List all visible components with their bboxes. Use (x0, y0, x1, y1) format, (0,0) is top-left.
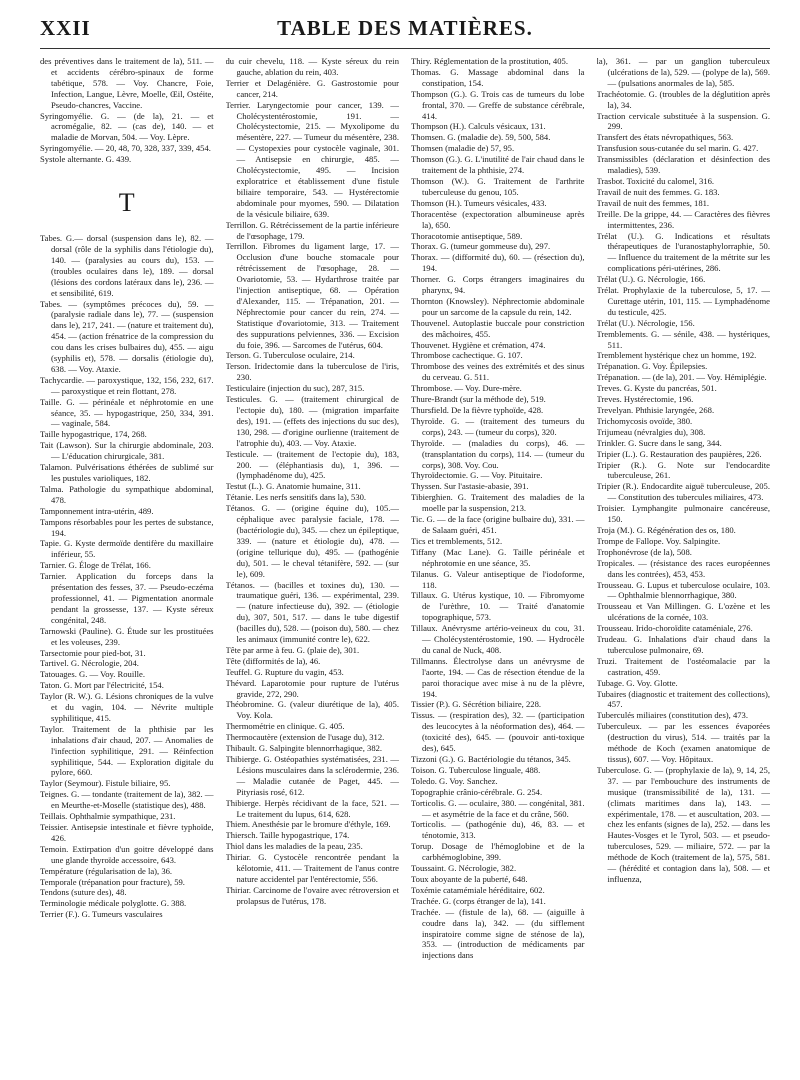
index-entry: Thomson (H.). Tumeurs vésicales, 433. (411, 197, 547, 208)
index-entry: Thorner. G. Corps étrangers imaginaires du pharynx, 94. (411, 274, 585, 296)
index-entry: Toledo. G. Voy. Sanchez. (411, 775, 498, 786)
index-entry: Tibierghien. G. Traitement des maladies de la moelle par la suspension, 213. (411, 492, 585, 514)
index-entry: Tiffany (Mac Lane). G. Taille périnéale et néphrotomie en une séance, 35. (411, 546, 585, 568)
index-entry: Thibault. G. Salpingite blennorrhagique, 382. (225, 743, 383, 754)
index-entry: Tripier (R.). G. Note sur l'endocardite tuberculeuse, 261. (596, 459, 770, 481)
index-entry: Thrombose cachectique. G. 107. (411, 350, 523, 361)
index-entry: Théobromine. G. (valeur diurétique de la), 405. Voy. Kola. (225, 699, 399, 721)
index-entry: Tatouages. G. — Voy. Rouille. (40, 669, 145, 680)
index-entry: Trophonévrose (de la), 508. (596, 546, 692, 557)
index-entry: Tremblements. G. — sénile, 438. — hystériques, 511. (596, 328, 770, 350)
index-entry: Systole alternante. G. 439. (40, 154, 132, 165)
index-entry: Thoracentèse (expectoration albumineuse après la), 650. (411, 208, 585, 230)
index-entry: Trevelyan. Phthisie laryngée, 268. (596, 405, 715, 415)
index-entry: Thyroïde. — (maladies du corps), 46. — (transplantation du corps), 114. — (tumeur du corps), 308. Voy. Cou. (411, 437, 585, 470)
index-entry: Thompson (G.). G. Trois cas de tumeurs du lobe frontal, 370. — Greffe de substance cérébrale, 414. (411, 88, 585, 121)
index-entry: Thiol dans les maladies de la peau, 235. (225, 841, 363, 852)
index-entry: Torticolis. G. — oculaire, 380. — congénital, 381. — et asymétrie de la face et du crâne, 560. (411, 797, 585, 819)
index-entry: Tachycardie. — paroxystique, 132, 156, 232, 617. — paroxystique et rein flottant, 278. (40, 374, 214, 396)
index-entry: Taylor (Seymour). Fistule biliaire, 95. (40, 778, 171, 789)
index-entry: Thouvenet. Hygiène et crémation, 474. (411, 339, 546, 350)
index-entry: Tarnowski (Pauline). G. Étude sur les prostituées et les voleuses, 239. (40, 625, 214, 647)
index-entry: Tillaux. Anévrysme artério-veineux du cou, 31. — Cholécystentérostomie, 190. — Hydrocèle du canal de Nuck, 408. (411, 623, 585, 655)
index-entry: Testicule. — (traitement de l'ectopie du), 183, 200. — (éléphantiasis du), 1, 396. — (lymphadénome du), 425. (225, 448, 399, 481)
index-entry: Thouvenel. Autoplastie buccale pour constriction des mâchoires, 455. (411, 317, 585, 339)
index-entry: Tête par arme à feu. G. (plaie de), 301. (225, 644, 360, 655)
index-entry: Tabes. G.— dorsal (suspension dans le), 82. — dorsal (rôle de la syphilis dans l'étiologie du), 140. — (paralysies au cours du), 153. — (troubles oculaires dans le), 189. — dorsal (lésions des cordons latéraux dans le), 236. — et sensibilité, 619. (40, 233, 214, 298)
index-entry: Trousseau. G. Lupus et tuberculose oculaire, 103. — Ophthalmie blennorrhagique, 380. (596, 579, 770, 601)
index-entry: Terminologie médicale polyglotte. G. 388. (40, 898, 187, 909)
index-entry: Tillaux. G. Utérus kystique, 10. — Fibromyome de l'urèthre, 10. — Traité d'anatomie topographique, 573. (411, 590, 585, 623)
index-entry: Tuberculose. G. — (prophylaxie de la), 9, 14, 25, 37. — par l'embouchure des instruments de musique (transmissibilité de la), 131. — (climats maritimes dans la), 143. — expérimentale, 178. — et auscultation, 203. — chez les enfants (signes de la), 252. — dans les Hautes-Vosges et le Tyrol, 503. — et pseudo-tuberculoses, 529. — miliaire, 572. — par la méthode de Koch (traitement de la), 575, 581. — (hérédité et contagion dans la), 508. — et influenza, (596, 764, 770, 884)
index-entry: Teuffel. G. Rupture du vagin, 453. (225, 666, 344, 677)
index-entry: Trachéotomie. G. (troubles de la déglutition après la), 34. (596, 88, 770, 110)
index-entry: Trasbot. Toxicité du calomel, 316. (596, 175, 715, 186)
index-entry: Tarnier. G. Éloge de Trélat, 166. (40, 560, 151, 571)
index-entry: Troja (M.). G. Régénération des os, 180. (596, 524, 736, 535)
index-entry: Thiem. Anesthésie par le bromure d'éthyle, 169. (225, 819, 391, 830)
index-entry: Thoracotomie antiseptique, 589. (411, 230, 523, 241)
index-entry: Trompe de Fallope. Voy. Salpingite. (596, 535, 721, 546)
index-entry: Tarnier. Application du forceps dans la présentation des fesses, 37. — Pseudo-eczéma professionnel, 41. — Pigmentation anormale pendant la grossesse, 137. — Kyste séreux congénital, 248. (40, 571, 214, 625)
index-entry: Trousseau. Irido-choroïdite cataméniale, 276. (596, 623, 753, 634)
index-entry: Teignes. G. — tondante (traitement de la), 382. — en Meurthe-et-Moselle (statistique des), 488. (40, 789, 214, 811)
index-entry: Trépanation. — (de la), 201. — Voy. Hémiplégie. (596, 372, 767, 383)
index-columns (40, 56, 770, 1066)
index-entry: Trijumeau (névralgies du), 308. (596, 426, 706, 437)
index-entry: Trudeau. G. Inhalations d'air chaud dans la tuberculose pulmonaire, 69. (596, 634, 770, 655)
index-entry: Tubaires (diagnostic et traitement des collections), 457. (596, 688, 770, 710)
index-entry: Talamon. Pulvérisations éthérées de sublimé sur les pustules varioliques, 182. (40, 462, 214, 483)
index-entry: Terrier (F.). G. Tumeurs vasculaires (40, 909, 163, 920)
index-entry: Thursfield. De la fièvre typhoïde, 428. (411, 405, 544, 415)
index-entry: Terrillon. G. Rétrécissement de la partie inférieure de l'œsophage, 179. (225, 219, 399, 241)
index-entry: Troisier. Lymphangite pulmonaire cancéreuse, 150. (596, 503, 770, 525)
index-entry: Thibierge. G. Ostéopathies systématisées, 231. — Lésions musculaires dans la sclérodermie, 236. — Maladie cutanée de Paget, 445. — Pityriasis rosé, 612. (225, 754, 399, 797)
index-entry: Talma. Pathologie du sympathique abdominal, 478. (40, 483, 214, 505)
index-entry: Thyroïdectomie. G. — Voy. Pituitaire. (411, 470, 543, 481)
index-entry: Syringomyélie. — 20, 48, 70, 328, 337, 339, 454. (40, 143, 211, 154)
index-entry: Teissier. Antisepsie intestinale et fièvre typhoïde, 426. (40, 822, 214, 843)
index-entry: Tapie. G. Kyste dermoïde dentifère du maxillaire inférieur, 55. (40, 538, 214, 560)
index-entry: Thiriar. G. Cystocèle rencontrée pendant la kélotomie, 411. — Traitement de l'anus contre nature accidentel par l'entérectomie, 556. (225, 852, 399, 884)
index-entry: Tendons (suture des), 48. (40, 887, 127, 898)
index-entry: Taille. G. — périnéale et néphrotomie en une séance, 35. — hypogastrique, 250, 334, 391. — vaginale, 584. (40, 396, 214, 429)
index-entry: Toux aboyante de la puberté, 648. (411, 873, 528, 884)
index-entry: Taille hypogastrique, 174, 268. (40, 429, 147, 440)
index-entry: Thomsen. G. (maladie de). 59, 500, 584. (411, 132, 551, 143)
index-entry: Torticolis. — (pathogénie du), 46, 83. — et ténotomie, 313. (411, 819, 585, 841)
index-entry: Thomson (G.). G. L'inutilité de l'air chaud dans le traitement de la phthisie, 274. (411, 154, 585, 176)
index-entry: Tubage. G. Voy. Glotte. (596, 677, 678, 688)
index-entry: Tic. G. — de la face (origine bulbaire du), 331. — de Salaam guéri, 451. (411, 514, 585, 535)
index-entry: Testicules. G. — (traitement chirurgical de l'ectopie du), 180. — (migration imparfaite des), 191. — (effets des injections du suc des), 130, 298. — d'origine ourlienne (traitement de l'atrophie du), 403. — Voy. Ataxie. (225, 394, 399, 448)
index-entry: Toxémie catamémiale héréditaire, 602. (411, 884, 545, 895)
index-entry: Trachée. — (fistule de la), 68. — (aiguille à coudre dans la), 342. — (du sifflement inspiratoire comme signe de sténose de la), 353. — (introduction de médicaments par injections dans (411, 906, 585, 961)
index-entry: Tampons résorbables pour les pertes de substance, 194. (40, 516, 214, 538)
index-entry: Travail de nuit des femmes. G. 183. (596, 186, 720, 197)
index-entry: Transfusion sous-cutanée du sel marin. G. 427. (596, 143, 759, 154)
index-entry: Tilanus. G. Valeur antiseptique de l'iodoforme, 118. (411, 568, 585, 590)
index-entry: Tétanie. Les nerfs sensitifs dans la), 530. (225, 492, 367, 503)
index-entry: Trichomycosis ovoïde, 380. (596, 415, 693, 426)
index-entry: Terrier et Delagénière. G. Gastrostomie pour cancer, 214. (225, 77, 399, 99)
index-entry: Toison. G. Tuberculose linguale, 488. (411, 764, 541, 775)
index-entry: Thrombose. — Voy. Dure-mère. (411, 383, 522, 394)
index-entry: Tétanos. G. — (origine équine du), 105.— céphalique avec paralysie faciale, 178. — (bactériologie du), 345. — chez un épileptique, 339. — (nature et étiologie du), 478. — (origine tellurique du), 495. — (pathogénie du), 501. — le cheval tétanifère, 592. — (sur le), 609. (225, 503, 399, 579)
index-column-2 (226, 56, 400, 1066)
index-entry: Trinkler. G. Sucre dans le sang, 344. (596, 437, 722, 448)
index-entry: Temporale (trépanation pour fracture), 59. (40, 876, 185, 887)
index-entry: Thomsen (maladie de) 57, 95. (411, 143, 515, 154)
index-entry: Tremblement hystérique chez un homme, 192. (596, 350, 757, 361)
index-entry: Tait (Lawson). Sur la chirurgie abdominale, 203. — L'éducation chirurgicale, 381. (40, 440, 214, 462)
index-entry: Treves. Hystérectomie, 196. (596, 394, 694, 405)
index-entry: Thermocautère (extension de l'usage du), 312. (225, 732, 385, 743)
index-entry: Thévard. Laparotomie pour rupture de l'utérus gravide, 272, 290. (225, 677, 399, 699)
index-entry: Tripier (R.). Endocardite aiguë tuberculeuse, 205. — Constitution des tubercules miliaires, 473. (596, 481, 770, 503)
index-entry: Thorax. G. (tumeur gommeuse du), 297. (411, 241, 551, 252)
index-entry: du cuir chevelu, 118. — Kyste séreux du rein gauche, ablation du rein, 403. (225, 56, 399, 77)
section-letter-heading: T (118, 188, 135, 218)
index-entry: Terrillon. Fibromes du ligament large, 17. — Occlusion d'une bouche stomacale pour rétrécissement de l'œsophage, 28. — Ovariotomie, 53. — Hydarthrose traitée par l'injection antiseptique, 68. — Opération d'Alexander, 115. — Trépanation, 201. — Néphrectomie pour cancer du rein, 274. — Statistique d'ovariotomie, 313. — Traitement des suppurations pelviennes, 336. — Excision du foie, 396. — Sarcomes de l'utérus, 604. (225, 241, 399, 350)
index-entry: Thorax. — (difformité du), 60. — (résection du), 194. (411, 252, 585, 274)
index-entry: Taylor (R. W.). G. Lésions chroniques de la vulve et du vagin, 104. — Névrite multiple syphilitique, 415. (40, 691, 214, 723)
index-entry: Transfert des états névropathiques, 563. (596, 132, 734, 143)
index-entry: Tartivel. G. Nécrologie, 204. (40, 658, 139, 669)
index-entry: Thompson (H.). Calculs vésicaux, 131. (411, 121, 546, 132)
index-entry: Thyssen. Sur l'astasie-abasie, 391. (411, 481, 529, 492)
index-entry: Tamponnement intra-utérin, 489. (40, 505, 154, 516)
page-number: XXII (40, 16, 91, 40)
index-entry: Tabes. — (symptômes précoces du), 59. — (paralysie radiale dans le), 77. — (suspension dans le), 217, 241. — (nature et traitement du), 454. — (action frénatrice de la compression du cou dans les crises bulbaires du), 455. — aigu (syphilis et), 578. — dorsalis (étiologie du), 638. — Voy. Ataxie. (40, 298, 214, 374)
index-entry: Traction cervicale substituée à la suspension. G. 299. (596, 110, 770, 132)
index-entry: Torup. Dosage de l'hémoglobine et de la carbhémoglobine, 399. (411, 841, 585, 863)
index-entry: Teillais. Ophthalmie sympathique, 231. (40, 811, 176, 822)
index-entry: Topographie crânio-cérébrale. G. 254. (411, 786, 543, 797)
index-column-3 (411, 56, 585, 1066)
index-entry: Thomas. G. Massage abdominal dans la constipation, 154. (411, 66, 585, 88)
index-entry: Treves. G. Kyste du pancréas, 501. (596, 383, 717, 394)
index-entry: Trélat. Prophylaxie de la tuberculose, 5, 17. — Curettage utérin, 101, 115. — Lymphadénome du testicule, 425. (596, 285, 770, 317)
index-entry: Tissier (P.). G. Sécrétion biliaire, 228. (411, 699, 542, 710)
index-entry: Thiry. Réglementation de la prostitution, 405. (411, 56, 568, 66)
index-entry: Trépanation. G. Voy. Épilepsies. (596, 361, 708, 372)
index-entry: Truzi. Traitement de l'ostéomalacie par la castration, 459. (596, 655, 770, 677)
index-entry: Tête (difformités de la), 46. (225, 655, 321, 666)
index-entry: la), 361. — par un ganglion tuberculeux (ulcérations de la), 529. — (polype de la), 569. — (pulsations anormales de la), 585. (596, 56, 770, 88)
index-entry: Trousseau et Van Millingen. G. L'ozène et les ulcérations de la cornée, 103. (596, 601, 770, 623)
index-entry: Tissus. — (respiration des), 32. — (participation des leucocytes à la néoformation des), 464. — (toxicité des), 645. — (pouvoir anti-toxique des), 645. (411, 710, 585, 754)
index-entry: Thermométrie en clinique. G. 405. (225, 721, 345, 732)
index-entry: Transmissibles (déclaration et désinfection des maladies), 539. (596, 154, 770, 176)
index-entry: Tillmanns. Électrolyse dans un anévrysme de l'aorte, 194. — Cas de résection étendue de la paroi thoracique avec mise à nu de la plèvre, 194. (411, 655, 585, 699)
index-entry: Toussaint. G. Nécrologie, 382. (411, 863, 517, 874)
page-header (40, 14, 770, 49)
index-entry: Température (régularisation de la), 36. (40, 865, 173, 876)
index-entry: Terson. G. Tuberculose oculaire, 214. (225, 350, 355, 361)
index-entry: Trélat (U.). G. Nécrologie, 166. (596, 274, 706, 285)
index-entry: Treille. De la grippe, 44. — Caractères des fièvres intermittentes, 236. (596, 208, 770, 230)
index-entry: Trélat (U.). Nécrologie, 156. (596, 317, 695, 328)
index-entry: Thiriar. Carcinome de l'ovaire avec rétroversion et prolapsus de l'utérus, 178. (225, 884, 399, 906)
index-entry: Tuberculeux. — par les essences évaporées (destruction du virus), 514. — traités par la méthode de Koch (examen anatomique de tissus), 607. — Voy. Hôpitaux. (596, 721, 770, 764)
index-entry: Testut (L.). G. Anatomie humaine, 311. (225, 481, 361, 492)
index-entry: Thornton (Knowsley). Néphrectomie abdominale pour un sarcome de la capsule du rein, 142. (411, 295, 585, 317)
index-entry: Taton. G. Mort par l'électricité, 154. (40, 680, 164, 691)
index-entry: Temoin. Extirpation d'un goitre développé dans une glande thyroïde accessoire, 643. (40, 843, 214, 865)
index-entry: Thibierge. Herpès récidivant de la face, 521. — Le traitement du lupus, 614, 628. (225, 797, 399, 819)
index-entry: Thomson (W.). G. Traitement de l'arthrite tuberculeuse du genou, 105. (411, 175, 585, 197)
index-entry: Tuberculés miliaires (constitution des), 473. (596, 710, 748, 721)
index-entry: Tétanos. — (bacilles et toxines du), 130. — traumatique guéri, 136. — expérimental, 239. — (nature infectieuse du), 392. — (étiologie du), 307, 501, 517. — dans le tube digestif (bacilles du), 528. — (poison du), 580. — chez les animaux (immunité contre le), 622. (225, 579, 399, 645)
index-entry: des préventives dans le traitement de la), 511. — et accidents cérébro-spinaux de forme tabétique, 578. — Voy. Chancre, Foie, Infection, Langue, Lèvre, Moelle, Œil, Ostéite, Pseudo-chancres, Vaccine. (40, 56, 214, 110)
index-entry: Thyroïde. G. — (traitement des tumeurs du corps), 243. — (tumeur du corps), 320. (411, 415, 585, 437)
index-column-4 (597, 56, 771, 1066)
index-entry: Syringomyélie. G. — (de la), 21. — et acromégalie, 82. — (cas de), 140. — et maladie de Morvan, 504. — Voy. Lèpre. (40, 110, 214, 143)
index-entry: Tropicales. — (résistance des races européennes dans les contrées), 453, 453. (596, 557, 770, 579)
index-entry: Travail de nuit des femmes, 181. (596, 197, 710, 208)
index-entry: Terson. Iridectomie dans la tuberculose de l'iris, 230. (225, 361, 399, 383)
index-entry: Tripier (L.). G. Restauration des paupières, 226. (596, 448, 762, 459)
index-column-1 (40, 56, 214, 1066)
index-entry: Tarsectomie pour pied-bot, 31. (40, 647, 146, 658)
index-entry: Thrombose des veines des extrémités et des sinus du cerveau. G. 511. (411, 361, 585, 383)
running-title: TABLE DES MATIÈRES. (277, 16, 533, 40)
index-entry: Testiculaire (injection du suc), 287, 315. (225, 383, 365, 394)
index-entry: Tizzoni (G.). G. Bactériologie du tétanos, 345. (411, 754, 571, 764)
index-entries-s (40, 56, 214, 165)
index-entry: Tics et tremblements, 512. (411, 535, 503, 546)
index-entry: Trélat (U.). G. Indications et résultats thérapeutiques de l'uranostaphylorraphie, 50. — Influence du traitement de la métrite sur les complications péri-utérines, 286. (596, 230, 770, 274)
index-entry: Thiersch. Taille hypogastrique, 174. (225, 830, 350, 841)
index-entry: Taylor. Traitement de la phthisie par les inhalations d'air chaud, 207. — Anomalies de l'infection syphilitique, 291. — Réinfection syphilitique, 544. — Exploration digitale du pylore, 660. (40, 723, 214, 778)
index-entries-t (40, 233, 214, 920)
index-entry: Trachée. G. (corps étranger de la), 141. (411, 895, 546, 906)
index-entry: Terrier. Laryngectomie pour cancer, 139. — Cholécystentérostomie, 191. — Cholécystectomie, 215. — Myxolipome du mésentère, 227. — Tumeur du mésentère, 238. — Cystopexies pour cystocèle vaginale, 301. — Antisepsie en chirurgie, 485. — Cholécystectomie, 495. — Incision exploratrice et établissement d'une fistule biliaire temporaire, 543. — Hystérectomie abdominale pour myomes, 590. — Dilatation de la vésicule biliaire, 639. (225, 99, 399, 219)
index-entry: Thure-Brandt (sur la méthode de), 519. (411, 394, 546, 405)
